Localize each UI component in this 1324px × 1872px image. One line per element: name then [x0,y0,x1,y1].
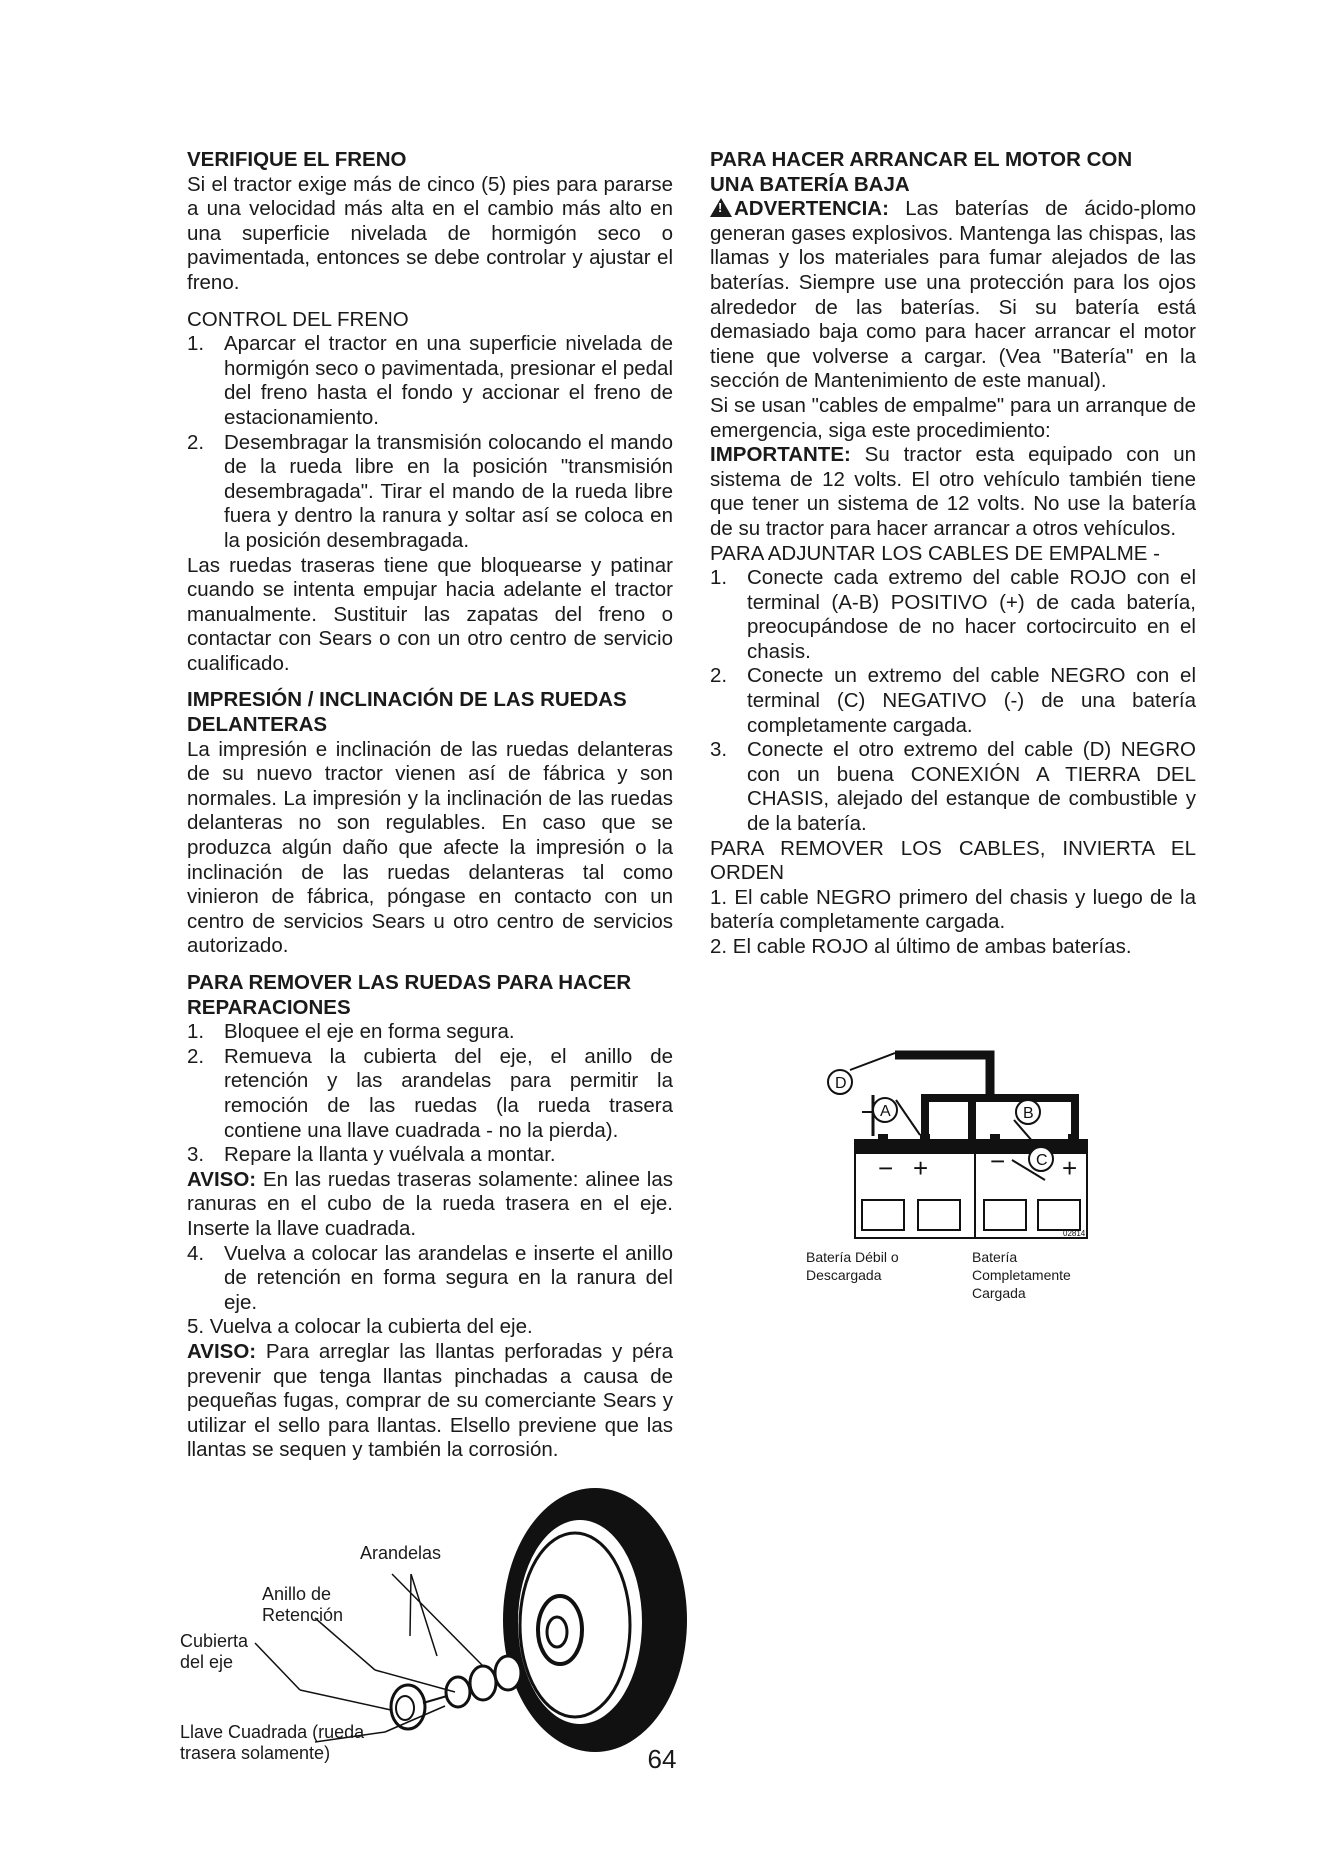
remover-cables-step-2: 2. El cable ROJO al último de ambas baterías. [710,935,1132,958]
list-item: 2. Desembragar la transmisión colocando el mando de la rueda libre en la posición "transmisión desembragada". Tirar el mando de la rueda libre fuera y dentro la ranura y soltar así se coloca en la posición desembragada. [187,430,673,552]
section-title-arrancar-2: UNA BATERÍA BAJA [710,172,910,196]
wheel-assembly-diagram [175,1470,695,1770]
list-item: 3. Conecte el otro extremo del cable (D) NEGRO con un buena CONEXIÓN A TIERRA DEL CHASIS, alejado del estanque de combustible y de la batería. [710,738,1196,836]
list-item: 2. Conecte un extremo del cable NEGRO con el terminal (C) NEGATIVO (-) de una batería completamente cargada. [710,664,1196,737]
right-column [710,148,1196,960]
list-item: 2. Remueva la cubierta del eje, el anillo de retención y las arandelas para permitir la remoción de las ruedas (la rueda trasera contiene una llave cuadrada - no la pierda). [187,1044,673,1142]
section-title-remover: PARA REMOVER LAS RUEDAS PARA HACER REPARACIONES [187,971,632,1019]
jump-start-diagram [800,1040,1120,1301]
minus-sign: − [878,1153,894,1183]
black-cable-shape [895,1055,990,1100]
label-llave-1: Llave Cuadrada (rueda [180,1722,365,1742]
freno-after: Las ruedas traseras tiene que bloquearse y patinar cuando se intenta empujar hacia adelante el tractor manualmente. Sustituir las zapatas del freno o contactar con Sears o con un otro centro de servicio cualificado. [187,553,673,675]
advertencia: !ADVERTENCIA: Las baterías de ácido-plomo generan gases explosivos. Mantenga las chispas, las llamas y los materiales para fumar alejados de las baterías. Siempre use una protección para los ojos alrededor de las baterías. Si su batería está demasiado baja como para hacer arrancar el motor tiene que volverse a cargar. (Vea "Batería" en la sección de Mantenimiento de este manual). [710,197,1196,394]
label-a: A [880,1103,891,1120]
list-item: 1. Aparcar el tractor en una superficie nivelada de hormigón seco o pavimentada, presionar el pedal del freno hasta el fondo y accionar el freno de estacionamiento. [187,332,673,429]
list-item: 4. Vuelva a colocar las arandelas e inserte el anillo de retención en forma segura en la ranura del eje. [187,1241,673,1314]
label-anillo-2: Retención [262,1605,344,1625]
minus-sign: − [990,1146,1006,1176]
list-item: 1. Bloquee el eje en forma segura. [187,1020,515,1044]
remover-cables-step-1: 1. El cable NEGRO primero del chasis y luego de la batería completamente cargada. [710,885,1196,934]
label-llave-2: trasera solamente) [180,1743,331,1763]
aviso-llantas: AVISO: Para arreglar las llantas perforadas y péra prevenir que tenga llantas pinchadas a causa de pequeñas fugas, comprar de su comerciante Sears y utilizar el sello para llantas. Elsello previene que las llantas se sequen y también la corrosión. [187,1339,673,1462]
caption-full-1: Batería [972,1249,1018,1265]
label-c: C [1036,1152,1048,1169]
control-freno-title: CONTROL DEL FRENO [187,307,409,331]
washer-shape [470,1666,496,1700]
list-item: 3. Repare la llanta y vuélvala a montar. [187,1143,556,1167]
caption-full-2: Completamente [972,1267,1071,1283]
impresion-text: La impresión e inclinación de las ruedas delanteras de su nuevo tractor vienen así de fábrica y son normales. La impresión y la inclinación de las ruedas delanteras no son regulables. En caso que se produzca algún daño que afecte la impresión o la inclinación de las ruedas delanteras tal como vinieron de fábrica, póngase en contacto con un centro de servicios Sears u otro centro de servicios autorizado. [187,737,673,958]
caption-full-3: Cargada [972,1285,1026,1301]
section-title-impresion: IMPRESIÓN / INCLINACIÓN DE LAS RUEDAS DELANTERAS [187,688,627,737]
section-title-arrancar-1: PARA HACER ARRANCAR EL MOTOR CON [710,148,1133,171]
label-cubierta-1: Cubierta [180,1631,249,1651]
remover-step-5: 5. Vuelva a colocar la cubierta del eje. [187,1315,533,1339]
red-cable-shape [925,1098,972,1140]
caption-weak-2: Descargada [806,1267,882,1283]
label-b: B [1023,1105,1034,1122]
freno-intro: Si el tractor exige más de cinco (5) pies para pararse a una velocidad más alta en el cambio más alto en una superficie nivelada de hormigón seco o pavimentada, entonces se debe controlar y ajustar el freno. [187,172,673,294]
label-cubierta-2: del eje [180,1652,234,1672]
aviso-ruedas: AVISO: En las ruedas traseras solamente: alinee las ranuras en el cubo de la rueda trasera en el eje. Inserte la llave cuadrada. [187,1167,673,1240]
plus-sign: + [1062,1153,1078,1183]
retaining-ring-shape [446,1677,470,1707]
list-item: 1. Conecte cada extremo del cable ROJO con el terminal (A-B) POSITIVO (+) de cada batería, preocupándose de no hacer cortocircuito en el chasis. [710,566,1196,663]
caption-weak-1: Batería Débil o [806,1249,899,1265]
remover-cables-title: PARA REMOVER LOS CABLES, INVIERTA EL ORDEN [710,836,1196,885]
warning-icon [710,198,732,217]
washer-shape [495,1656,521,1690]
adjuntar-title: PARA ADJUNTAR LOS CABLES DE EMPALME - [710,541,1160,565]
label-arandelas: Arandelas [360,1543,442,1563]
left-column [187,148,673,1463]
figure-code: 02814 [1063,1229,1086,1238]
label-d: D [835,1075,847,1092]
cables-text: Si se usan "cables de empalme" para un arranque de emergencia, siga este procedimiento: [710,393,1196,442]
plus-sign: + [913,1153,929,1183]
label-anillo-1: Anillo de [262,1584,332,1604]
importante: IMPORTANTE: Su tractor esta equipado con un sistema de 12 volts. El otro vehículo también tiene que tener un sistema de 12 volts. No use la batería de su tractor para hacer arrancar a otros vehículos. [710,443,1196,540]
section-title-freno: VERIFIQUE EL FRENO [187,148,407,171]
page-number: 64 [647,1744,677,1774]
